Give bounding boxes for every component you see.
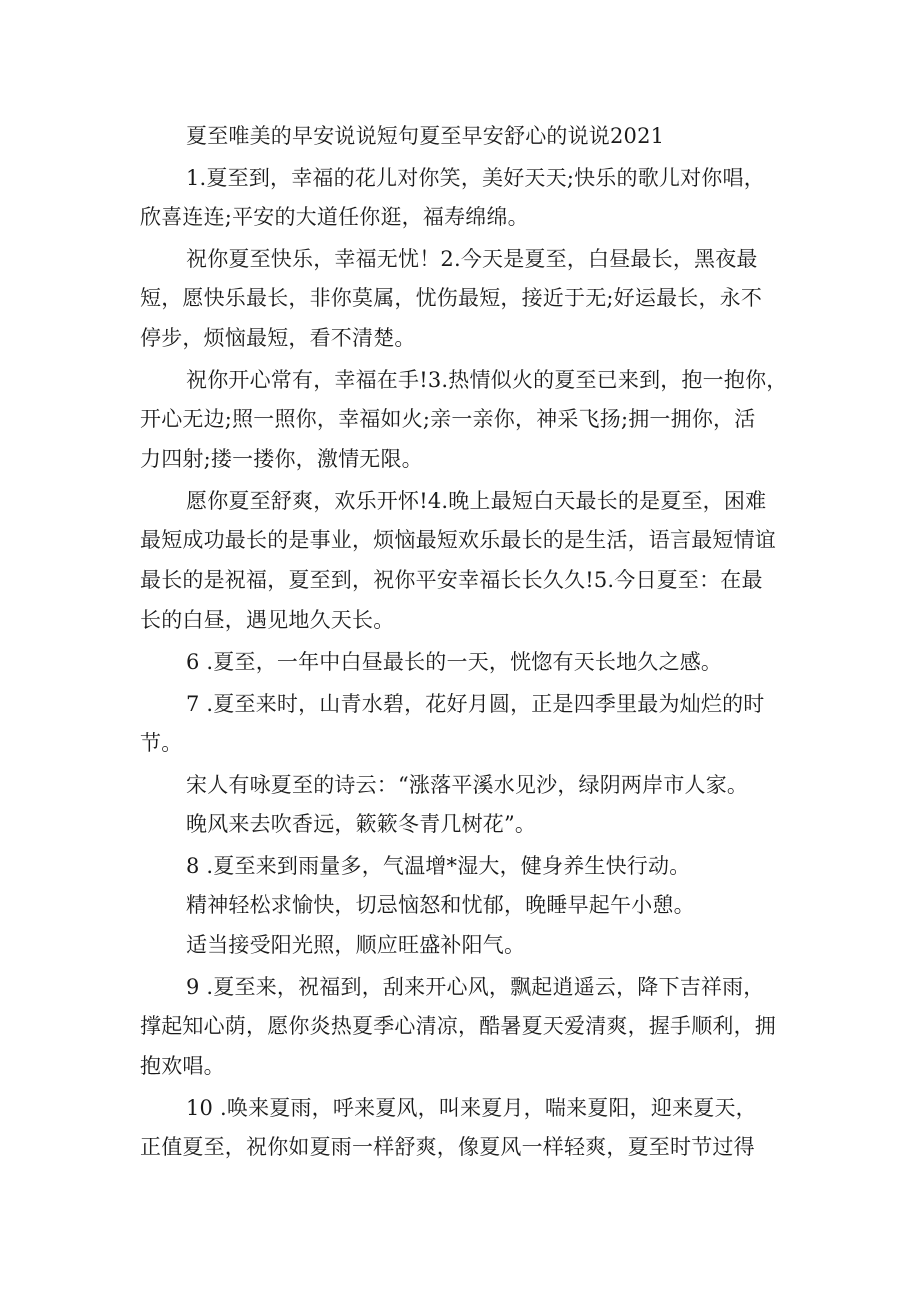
text-line: 最短成功最长的是事业，烦恼最短欢乐最长的是生活，语言最短情谊 — [140, 528, 776, 552]
text-line: 开心无边;照一照你，幸福如火;亲一亲你，神采飞扬;拥一拥你，活 — [140, 407, 756, 431]
text-line: 最长的是祝福，夏至到，祝你平安幸福长长久久!5.今日夏至：在最 — [140, 568, 763, 592]
text-line: 晚风来去吹香远，簌簌冬青几树花”。 — [186, 812, 537, 836]
text-line: 欣喜连连;平安的大道任你逛，福寿绵绵。 — [140, 205, 529, 229]
text-line: 8 .夏至来到雨量多，气温增*湿大，健身养生快行动。 — [186, 854, 691, 878]
text-line: 精神轻松求愉快，切忌恼怒和忧郁，晚睡早起午小憩。 — [186, 893, 695, 917]
text-line: 撑起知心荫，愿你炎热夏季心清凉，酷暑夏天爱清爽，握手顺利，拥 — [140, 1014, 776, 1038]
document-title: 夏至唯美的早安说说短句夏至早安舒心的说说2021 — [186, 124, 665, 148]
text-line: 适当接受阳光照，顺应旺盛补阳气。 — [186, 933, 526, 957]
text-line: 祝你开心常有，幸福在手!3.热情似火的夏至已来到，抱一抱你， — [186, 368, 788, 392]
text-line: 抱欢唱。 — [140, 1054, 225, 1078]
text-line: 6 .夏至，一年中白昼最长的一天，恍惚有天长地久之感。 — [186, 650, 723, 674]
text-line: 7 .夏至来时，山青水碧，花好月圆，正是四季里最为灿烂的时 — [186, 692, 765, 716]
text-line: 愿你夏至舒爽，欢乐开怀!4.晚上最短白天最长的是夏至，困难 — [186, 489, 767, 513]
text-line: 正值夏至，祝你如夏雨一样舒爽，像夏风一样轻爽，夏至时节过得 — [140, 1135, 755, 1159]
text-line: 节。 — [140, 731, 183, 755]
text-line: 10 .唤来夏雨，呼来夏风，叫来夏月，喘来夏阳，迎来夏天， — [186, 1096, 757, 1120]
text-line: 1.夏至到，幸福的花儿对你笑，美好天天;快乐的歌儿对你唱， — [186, 166, 765, 190]
text-line: 9 .夏至来，祝福到，刮来开心风，飘起逍遥云，降下吉祥雨， — [186, 975, 765, 999]
text-line: 停步，烦恼最短，看不清楚。 — [140, 326, 416, 350]
text-line: 短，愿快乐最长，非你莫属，忧伤最短，接近于无;好运最长，永不 — [140, 286, 763, 310]
text-line: 力四射;搂一搂你，激情无限。 — [140, 447, 423, 471]
text-line: 宋人有咏夏至的诗云：“涨落平溪水见沙，绿阴两岸市人家。 — [186, 773, 749, 797]
text-line: 长的白昼，遇见地久天长。 — [140, 608, 395, 632]
text-line: 祝你夏至快乐，幸福无忧！2.今天是夏至，白昼最长，黑夜最 — [186, 247, 758, 271]
